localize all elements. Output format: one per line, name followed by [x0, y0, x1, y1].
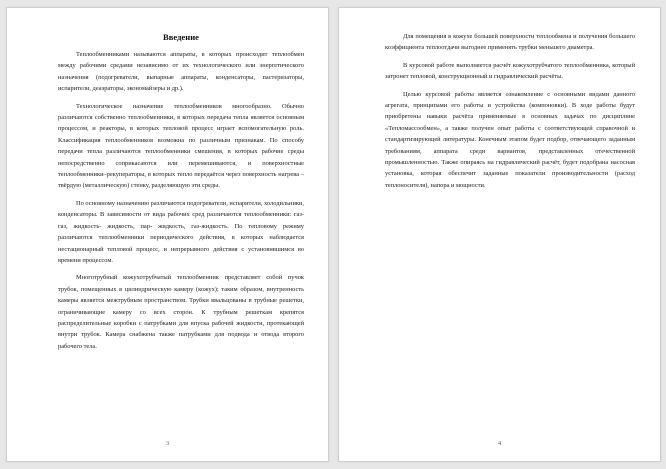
- paragraph: Многотрубный кожухотрубчатый теплообменник представляет собой пучок трубок, помещенных в цилиндрическую камеру (кожух); таким образом, внутренность камеры является межтрубным пространством. Трубки ввальцованы в трубные решетки, ограничивающие камеру со всех сторон. К трубным решеткам крепятся распределительные коробки с патрубками для впуска рабочей жидкости, протекающей внутри трубок. Камера снабжена также патрубками для подвода и отвода второго рабочего тела.: [58, 274, 304, 350]
- page-number: 3: [165, 440, 170, 447]
- paragraph: Теплообменниками называются аппараты, в которых происходит теплообмен между рабочими средами независимо от их технологического или энергетического назначения (подогреватели, выпарные аппараты, конденсаторы, пастеризаторы, испарители, деаэраторы, экономайзеры и др.).: [58, 51, 304, 93]
- page-4: [338, 7, 661, 462]
- paragraph: По основному назначению различаются подогреватели, испарители, холодильники, конденсаторы. В зависимости от вида рабочих сред различаются теплообменники: газ-газ, жидкость- жидкость, пар- жидкость, газ-жидкость. По тепловому режиму различаются теплообменники периодического действия, в которых наблюдается нестационарный тепловой процесс, и непрерывного действия с установившимся во времени процессом.: [58, 199, 304, 264]
- page-heading: Введение: [163, 32, 199, 42]
- paragraph: Для помещения в кожухе большей поверхности теплообмена и получения большего коэффициента теплоотдачи выгоднее применять трубки меньшего диаметра.: [385, 33, 635, 52]
- page-3: [6, 7, 329, 462]
- page-content: [58, 31, 304, 358]
- paragraph: Технологическое назначение теплообменников многообразно. Обычно различаются собственно теплообменники, в которых передача тепла является основным процессом, и реакторы, в которых тепловой процесс играет вспомогательную роль. Классификация теплообменников возможна по различным признакам. По способу передачи тепла различаются теплообменники смешения, в которых рабочие среды непосредственно соприкасаются или перемешиваются, и поверхностные теплообменники–рекуператоры, в которых тепло передаётся через поверхность нагрева – твёрдую (металлическую) стенку, разделяющую эти среды.: [58, 102, 304, 190]
- page-content: [385, 31, 635, 197]
- paragraph: В курсовой работе выполняется расчёт кожухотрубчатого теплообменника, который затронет тепловой, конструкционный и гидравлический расчёты.: [385, 61, 635, 81]
- page-number: 4: [497, 440, 502, 447]
- paragraph: Целью курсовой работы является ознакомление с основными видами данного агрегата, принципами его работы и устройства (компоновки). В ходе работы будут приобретены навыки расчёта применяемые в основных задачах по дисциплине «Тепломассообмен», а также получен опыт работы с соответствующей справочной и стандартизирующей литературы. Конечным этапом будет подбор, отвечающего заданным требованиям, аппарата среди вариантов, представленных отечественной промышленностью. Также опираясь на гидравлический расчёт, будет подобрана насосная установка, которая обеспечит заданные показатели производительности (расход теплоносителя), напора и мощности.: [385, 90, 635, 189]
